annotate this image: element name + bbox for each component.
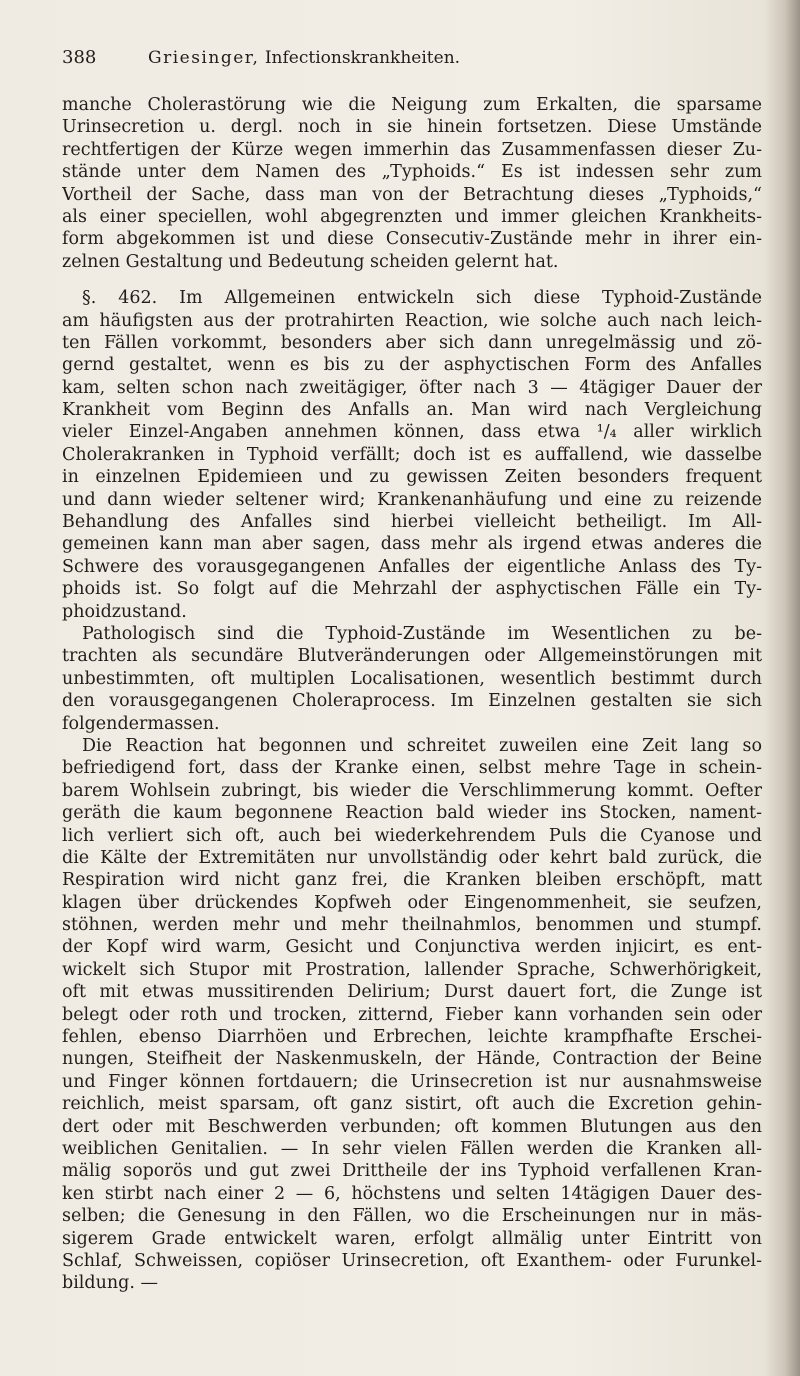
text-line: reichlich, meist sparsam, oft ganz sistirt, oft auch die Excretion gehin- — [62, 1094, 762, 1115]
text-line: stöhnen, werden mehr und mehr theilnahmlos, benommen und stumpf. — [62, 915, 762, 936]
text-line: gernd gestaltet, wenn es bis zu der asphyctischen Form des Anfalles — [62, 355, 762, 376]
text-line: oft mit etwas mussitirenden Delirium; Durst dauert fort, die Zunge ist — [62, 982, 762, 1003]
text-line: und Finger können fortdauern; die Urinsecretion ist nur ausnahmsweise — [62, 1071, 762, 1092]
text-line: Schwere des vorausgegangenen Anfalles der eigentliche Anlass des Ty- — [62, 556, 762, 577]
page-header — [62, 44, 762, 72]
text-line: phoids ist. So folgt auf die Mehrzahl der asphyctischen Fälle ein Ty- — [62, 579, 762, 600]
paragraph-p3 — [62, 623, 762, 735]
text-line: Pathologisch sind die Typhoid-Zustände im Wesentlichen zu be- — [82, 623, 762, 644]
text-line: als einer speciellen, wohl abgegrenzten und immer gleichen Krankheits- — [62, 206, 762, 227]
text-line: rechtfertigen der Kürze wegen immerhin das Zusammenfassen dieser Zu- — [62, 139, 762, 160]
text-line: stände unter dem Namen des „Typhoids.“ Es ist indessen sehr zum — [62, 162, 762, 183]
text-line: am häufigsten aus der protrahirten Reaction, wie solche auch nach leich- — [62, 310, 762, 331]
text-line: selben; die Genesung in den Fällen, wo die Erscheinungen nur in mäs- — [62, 1206, 762, 1227]
running-head-title: Infectionskrankheiten. — [264, 48, 461, 68]
text-line: unbestimmten, oft multiplen Localisationen, wesentlich bestimmt durch — [62, 668, 762, 689]
text-line: Behandlung des Anfalles sind hierbei vielleicht betheiligt. Im All- — [62, 512, 762, 533]
paragraph-p4 — [62, 735, 762, 1295]
text-line: in einzelnen Epidemieen und zu gewissen Zeiten besonders frequent — [62, 467, 762, 488]
text-line: lich verliert sich oft, auch bei wiederkehrendem Puls die Cyanose und — [62, 825, 762, 846]
text-line: weiblichen Genitalien. — In sehr vielen Fällen werden die Kranken all- — [62, 1138, 762, 1159]
text-line: §. 462. Im Allgemeinen entwickeln sich diese Typhoid-Zustände — [82, 288, 762, 309]
text-line: vieler Einzel-Angaben annehmen können, dass etwa ¹/₄ aller wirklich — [62, 422, 762, 443]
text-line: dert oder mit Beschwerden verbunden; oft kommen Blutungen aus den — [62, 1116, 762, 1137]
text-line: gemeinen kann man aber sagen, dass mehr als irgend etwas anderes die — [62, 534, 762, 555]
text-line: barem Wohlsein zubringt, bis wieder die Verschlimmerung kommt. Oefter — [62, 780, 762, 801]
text-line: die Kälte der Extremitäten nur unvollständig oder kehrt bald zurück, die — [62, 847, 762, 868]
text-line: geräth die kaum begonnene Reaction bald wieder ins Stocken, nament- — [62, 803, 762, 824]
text-line: zelnen Gestaltung und Bedeutung scheiden gelernt hat. — [62, 251, 559, 272]
text-line: nungen, Steifheit der Naskenmuskeln, der Hände, Contraction der Beine — [62, 1049, 762, 1070]
text-line: und dann wieder seltener wird; Krankenanhäufung und eine zu reizende — [62, 489, 762, 510]
text-line: Schlaf, Schweissen, copiöser Urinsecretion, oft Exanthem- oder Furunkel- — [62, 1250, 762, 1271]
page-edge-shadow — [766, 0, 800, 1376]
text-line: Krankheit vom Beginn des Anfalls an. Man wird nach Vergleichung — [62, 400, 762, 421]
body-text — [62, 94, 762, 1295]
text-line: form abgekommen ist und diese Consecutiv-Zustände mehr in ihrer ein- — [62, 229, 762, 250]
text-line: sigerem Grade entwickelt waren, erfolgt allmälig unter Eintritt von — [62, 1228, 762, 1249]
page-number: 388 — [62, 47, 97, 68]
text-line: belegt oder roth und trocken, zitternd, Fieber kann vorhanden sein oder — [62, 1004, 762, 1025]
paragraph-gap — [62, 273, 762, 287]
text-line: fehlen, ebenso Diarrhöen und Erbrechen, leichte krampfhafte Erschei- — [62, 1027, 762, 1048]
text-line: manche Cholerastörung wie die Neigung zum Erkalten, die sparsame — [62, 95, 762, 115]
text-line: Cholerakranken in Typhoid verfällt; doch ist es auffallend, wie dasselbe — [62, 444, 762, 465]
text-line: wickelt sich Stupor mit Prostration, lallender Sprache, Schwerhörigkeit, — [62, 959, 762, 980]
paragraph-p1 — [62, 94, 762, 273]
text-line: Vortheil der Sache, dass man von der Betrachtung dieses „Typhoids,“ — [62, 184, 762, 205]
text-line: bildung. — — [62, 1273, 158, 1294]
text-line: folgendermassen. — [62, 713, 220, 734]
text-line: Respiration wird nicht ganz frei, die Kranken bleiben erschöpft, matt — [62, 870, 762, 891]
text-line: Die Reaction hat begonnen und schreitet zuweilen eine Zeit lang so — [82, 735, 762, 756]
paragraph-p2 — [62, 287, 762, 623]
text-line: ten Fällen vorkommt, besonders aber sich dann unregelmässig und zö- — [62, 332, 762, 353]
text-line: ken stirbt nach einer 2 — 6, höchstens und selten 14tägigen Dauer des- — [62, 1183, 762, 1204]
text-line: der Kopf wird warm, Gesicht und Conjunctiva werden injicirt, es ent- — [62, 937, 762, 958]
text-line: trachten als secundäre Blutveränderungen oder Allgemeinstörungen mit — [62, 646, 762, 667]
text-line: Urinsecretion u. dergl. noch in sie hinein fortsetzen. Diese Umstände — [62, 117, 762, 138]
running-head — [148, 44, 460, 72]
text-line: klagen über drückendes Kopfweh oder Eingenommenheit, sie seufzen, — [62, 892, 762, 913]
text-line: befriedigend fort, dass der Kranke einen, selbst mehre Tage in schein- — [62, 758, 762, 779]
text-line: den vorausgegangenen Choleraprocess. Im Einzelnen gestalten sie sich — [62, 691, 762, 712]
text-line: mälig soporös und gut zwei Drittheile der ins Typhoid verfallenen Kran- — [62, 1161, 762, 1182]
text-line: phoidzustand. — [62, 601, 187, 622]
running-head-author: Griesinger, — [148, 48, 260, 68]
text-line: kam, selten schon nach zweitägiger, öfter nach 3 — 4tägiger Dauer der — [62, 377, 762, 398]
